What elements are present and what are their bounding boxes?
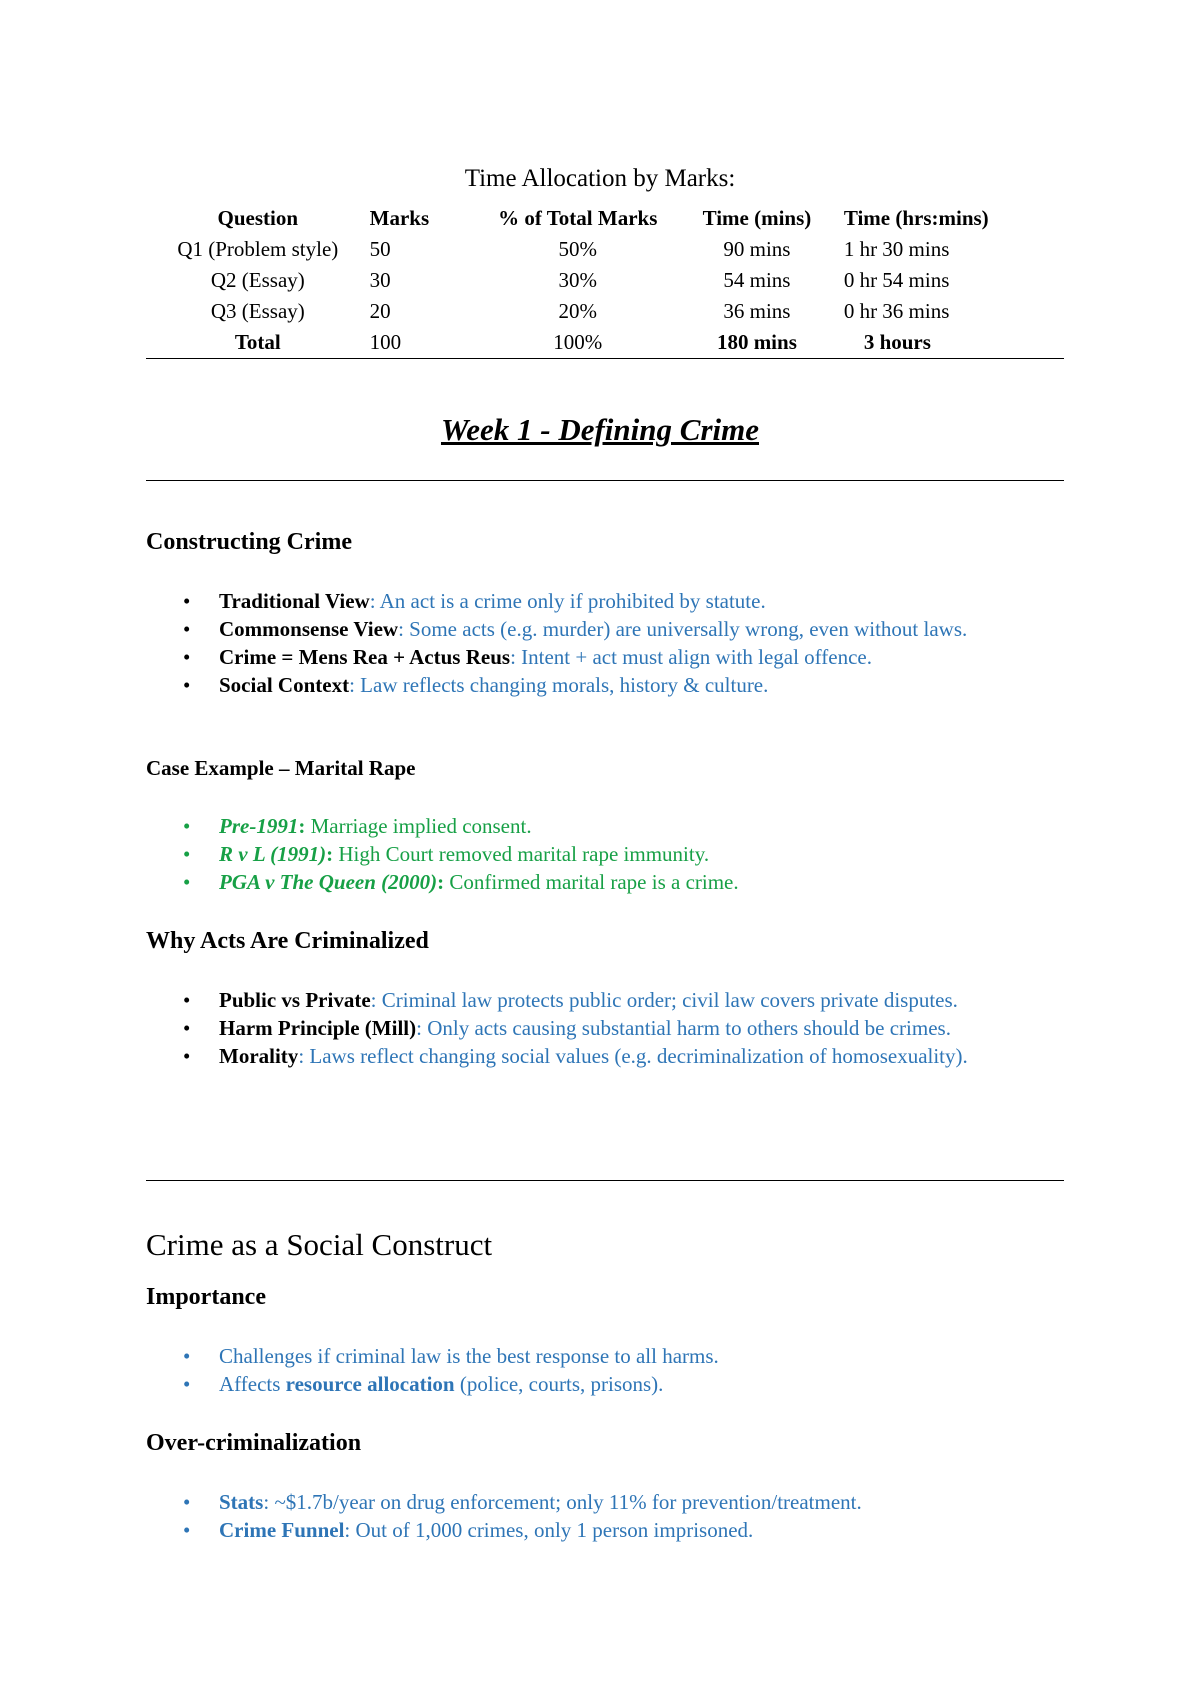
total-cell: 180 mins [670,327,844,359]
section-heading-why-acts: Why Acts Are Criminalized [146,928,429,954]
item-text: ~$1.7b/year on drug enforcement; only 11% for prevention/treatment. [269,1490,862,1514]
section-heading-constructing-crime: Constructing Crime [146,529,352,555]
table-cell: 30% [558,268,597,292]
total-cell: 100% [485,327,670,359]
list-item [146,1342,1046,1370]
header-cell: Question [217,206,299,230]
table-cell: 0 hr 36 mins [843,299,950,323]
case-example-list [146,812,1046,896]
list-item [146,1516,1046,1544]
list-item [146,1014,1046,1042]
item-sep: : [398,617,404,641]
table-cell: Q2 (Essay) [210,268,305,292]
bullet-icon: • [183,988,191,1012]
table-cell: 20 [369,299,391,323]
list-item [146,812,1046,840]
subheading-importance: Importance [146,1284,266,1310]
item-text: Criminal law protects public order; civil law covers private disputes. [376,988,958,1012]
case-name: Pre-1991 [219,814,299,838]
item-term: Commonsense View [219,617,399,641]
importance-list [146,1342,1046,1398]
table-row [146,296,1064,327]
item-text: Affects [219,1372,286,1396]
bullet-icon: • [183,1372,191,1396]
item-text: Out of 1,000 crimes, only 1 person imprisoned. [350,1518,754,1542]
table-row [146,234,1064,265]
item-sep: : [298,1044,305,1068]
case-name: R v L (1991) [219,842,327,866]
table-cell: 90 mins [723,237,791,261]
item-text: Confirmed marital rape is a crime. [444,870,739,894]
list-item [146,840,1046,868]
list-item [146,868,1046,896]
header-cell: Marks [369,206,430,230]
total-cell: 3 hours [844,327,1064,359]
item-sep: : [298,814,306,838]
bullet-icon: • [183,1344,191,1368]
bullet-icon: • [183,1016,191,1040]
item-term: Traditional View [219,589,370,613]
item-sep: : [344,1518,351,1542]
table-title: Time Allocation by Marks: [464,165,736,192]
list-item [146,986,1046,1014]
list-item [146,1042,1046,1070]
bullet-icon: • [183,1518,191,1542]
item-sep: : [263,1490,270,1514]
item-sep: : [369,589,376,613]
week-title: Week 1 - Defining Crime [440,412,759,447]
table-cell: Q1 (Problem style) [177,237,339,261]
table-cell: 50 [369,237,391,261]
bullet-icon: • [183,1490,191,1514]
item-text: Some acts (e.g. murder) are universally wrong, even without laws. [403,617,968,641]
bullet-icon: • [183,1044,191,1068]
item-text: Challenges if criminal law is the best response to all harms. [219,1344,719,1368]
bullet-icon: • [183,617,191,641]
item-term: Crime = Mens Rea + Actus Reus [219,645,511,669]
item-text: Only acts causing substantial harm to others should be crimes. [421,1016,951,1040]
list-item [146,1370,1046,1398]
list-item [146,1488,1046,1516]
item-text: (police, courts, prisons). [454,1372,664,1396]
item-text: Laws reflect changing social values (e.g. decriminalization of homosexuality). [304,1044,968,1068]
item-term: Morality [219,1044,299,1068]
item-sep: : [416,1016,422,1040]
table-cell: 54 mins [723,268,791,292]
item-text: Marriage implied consent. [305,814,532,838]
item-sep: : [370,988,377,1012]
item-sep: : [349,673,355,697]
item-sep: : [437,870,445,894]
case-name: PGA v The Queen (2000) [219,870,438,894]
constructing-crime-list [146,587,1046,699]
table-cell: 1 hr 30 mins [843,237,950,261]
list-item [146,587,1046,615]
over-criminalization-list [146,1488,1046,1544]
item-text: Intent + act must align with legal offence. [515,645,873,669]
list-item [146,643,1046,671]
why-acts-list [146,986,1046,1070]
bullet-icon: • [183,842,191,866]
table-header-row [146,203,1064,234]
table-cell: 30 [369,268,391,292]
bullet-icon: • [183,589,191,613]
item-sep: : [326,842,334,866]
table-row [146,265,1064,296]
table-cell: 20% [558,299,597,323]
header-cell: % of Total Marks [498,206,658,230]
table-cell: 50% [558,237,597,261]
list-item [146,671,1046,699]
item-text: An act is a crime only if prohibited by statute. [375,589,766,613]
table-cell: Q3 (Essay) [210,299,305,323]
bullet-icon: • [183,645,191,669]
item-term: Stats [219,1490,264,1514]
header-cell: Time (mins) [702,206,812,230]
item-text: Law reflects changing morals, history & culture. [354,673,769,697]
table-cell: 36 mins [723,299,791,323]
bullet-icon: • [183,870,191,894]
time-allocation-table [146,203,1064,359]
total-cell: 100 [370,327,486,359]
item-emphasis: resource allocation [285,1372,455,1396]
section-heading-social-construct: Crime as a Social Construct [146,1227,493,1262]
bullet-icon: • [183,814,191,838]
item-text: High Court removed marital rape immunity. [333,842,710,866]
item-term: Harm Principle (Mill) [219,1016,417,1040]
total-cell: Total [146,327,370,359]
item-term: Crime Funnel [219,1518,345,1542]
table-cell: 0 hr 54 mins [843,268,950,292]
horizontal-rule [146,480,1064,481]
header-cell: Time (hrs:mins) [843,206,989,230]
item-term: Social Context [219,673,350,697]
bullet-icon: • [183,673,191,697]
list-item [146,615,1046,643]
item-term: Public vs Private [219,988,371,1012]
horizontal-rule [146,1180,1064,1181]
subheading-over-criminalization: Over-criminalization [146,1430,362,1456]
section-heading-case-example: Case Example – Marital Rape [146,756,416,780]
item-sep: : [510,645,516,669]
table-total-row [146,327,1064,359]
